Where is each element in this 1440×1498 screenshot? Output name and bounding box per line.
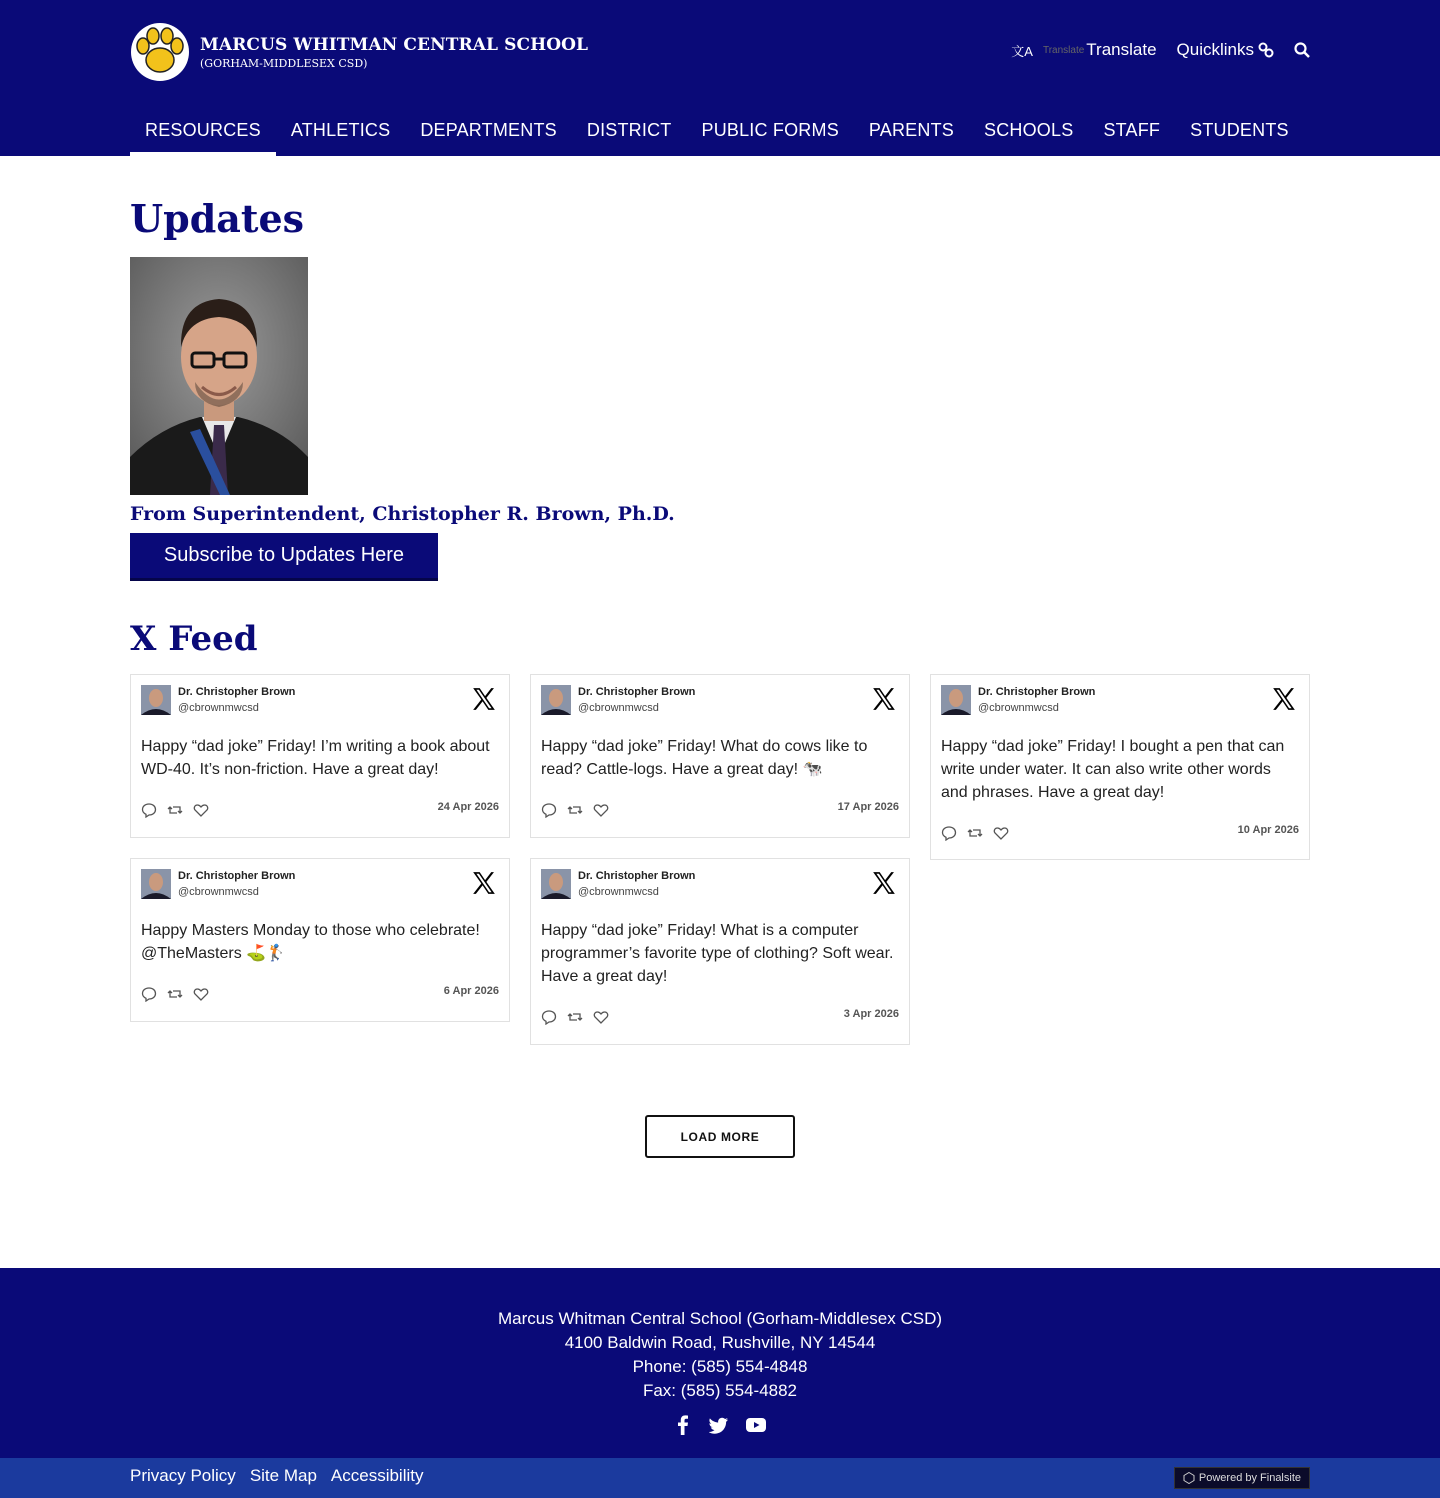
- nav-item-public-forms[interactable]: PUBLIC FORMS: [701, 120, 839, 140]
- like-icon[interactable]: [593, 1009, 609, 1025]
- finalsite-icon: [1183, 1472, 1195, 1484]
- nav-item-schools[interactable]: SCHOOLS: [984, 120, 1074, 140]
- x-logo-icon[interactable]: [1271, 686, 1297, 712]
- avatar: [141, 685, 171, 715]
- school-name: MARCUS WHITMAN CENTRAL SCHOOL: [200, 34, 589, 55]
- translate-icon[interactable]: 文A: [1011, 43, 1033, 59]
- avatar: [541, 869, 571, 899]
- tweet-author-handle[interactable]: @cbrownmwcsd: [178, 886, 259, 898]
- bottom-bar: [0, 1458, 1440, 1498]
- tweet-author-name[interactable]: Dr. Christopher Brown: [178, 870, 296, 882]
- reply-icon[interactable]: [541, 1009, 557, 1025]
- tweet-author-handle[interactable]: @cbrownmwcsd: [178, 702, 259, 714]
- paw-logo-icon: [130, 22, 190, 82]
- reply-icon[interactable]: [141, 986, 157, 1002]
- tweet-text: Happy “dad joke” Friday! I bought a pen that can write under water. It can also write other words and phrases. Have a great day!: [941, 738, 1285, 801]
- avatar: [541, 685, 571, 715]
- tweet-author-name[interactable]: Dr. Christopher Brown: [578, 686, 696, 698]
- search-icon[interactable]: [1294, 42, 1310, 58]
- x-logo-icon[interactable]: [871, 686, 897, 712]
- youtube-icon[interactable]: [745, 1415, 767, 1435]
- nav-item-resources[interactable]: RESOURCES: [130, 104, 276, 156]
- tweet-date[interactable]: 17 Apr 2026: [837, 801, 899, 813]
- superintendent-photo: [130, 257, 308, 495]
- nav-item-staff[interactable]: STAFF: [1103, 120, 1161, 140]
- subscribe-button[interactable]: Subscribe to Updates Here: [130, 533, 438, 581]
- avatar: [941, 685, 971, 715]
- avatar: [141, 869, 171, 899]
- social-links: [0, 1415, 1440, 1435]
- like-icon[interactable]: [193, 802, 209, 818]
- tweet-card[interactable]: [530, 674, 910, 838]
- tweet-date[interactable]: 10 Apr 2026: [1237, 824, 1299, 836]
- site-map-link[interactable]: Site Map: [249, 1466, 317, 1485]
- retweet-icon[interactable]: [567, 802, 583, 818]
- footer-fax: Fax: (585) 554-4882: [642, 1381, 798, 1400]
- main-nav: [130, 104, 1304, 156]
- district-name: (GORHAM-MIDDLESEX CSD): [200, 56, 368, 70]
- link-icon: [1258, 42, 1274, 58]
- retweet-icon[interactable]: [567, 1009, 583, 1025]
- retweet-icon[interactable]: [167, 986, 183, 1002]
- footer-school-name: Marcus Whitman Central School (Gorham-Middlesex CSD): [497, 1309, 943, 1328]
- tweet-author-handle[interactable]: @cbrownmwcsd: [978, 702, 1059, 714]
- tweet-text: Happy “dad joke” Friday! I’m writing a book about WD-40. It’s non-friction. Have a great day!: [141, 738, 490, 778]
- tweet-author-name[interactable]: Dr. Christopher Brown: [178, 686, 296, 698]
- tweet-author-name[interactable]: Dr. Christopher Brown: [578, 870, 696, 882]
- nav-item-district[interactable]: DISTRICT: [586, 120, 672, 140]
- from-superintendent-heading: From Superintendent, Christopher R. Brown, Ph.D.: [130, 503, 675, 525]
- tweet-date[interactable]: 24 Apr 2026: [437, 801, 499, 813]
- tweet-author-handle[interactable]: @cbrownmwcsd: [578, 886, 659, 898]
- reply-icon[interactable]: [141, 802, 157, 818]
- nav-item-athletics[interactable]: ATHLETICS: [290, 120, 391, 140]
- site-logo[interactable]: [130, 22, 588, 82]
- load-more-button[interactable]: LOAD MORE: [645, 1115, 795, 1158]
- privacy-policy-link[interactable]: Privacy Policy: [130, 1466, 236, 1485]
- accessibility-link[interactable]: Accessibility: [330, 1466, 424, 1485]
- tweet-author-name[interactable]: Dr. Christopher Brown: [978, 686, 1096, 698]
- page-title: Updates: [130, 196, 305, 241]
- like-icon[interactable]: [193, 986, 209, 1002]
- reply-icon[interactable]: [541, 802, 557, 818]
- x-feed-title: X Feed: [130, 619, 258, 659]
- quicklinks-button[interactable]: [1177, 40, 1274, 60]
- tweet-card[interactable]: [130, 674, 510, 838]
- footer-phone[interactable]: Phone: (585) 554-4848: [632, 1357, 808, 1376]
- tweet-author-handle[interactable]: @cbrownmwcsd: [578, 702, 659, 714]
- tweet-text: Happy “dad joke” Friday! What do cows like to read? Cattle-logs. Have a great day! 🐄: [541, 738, 868, 778]
- site-footer: [0, 1268, 1440, 1458]
- powered-by-badge[interactable]: [1174, 1467, 1310, 1489]
- footer-address: 4100 Baldwin Road, Rushville, NY 14544: [564, 1333, 876, 1352]
- translate-small-label: Translate: [1042, 44, 1085, 56]
- tweet-date[interactable]: 3 Apr 2026: [843, 1008, 899, 1020]
- nav-item-departments[interactable]: DEPARTMENTS: [420, 120, 557, 140]
- tweet-text: Happy Masters Monday to those who celebrate! @TheMasters ⛳🏌: [141, 922, 480, 962]
- nav-item-students[interactable]: STUDENTS: [1190, 120, 1289, 140]
- translate-button[interactable]: Translate: [1086, 40, 1157, 59]
- retweet-icon[interactable]: [967, 825, 983, 841]
- tweet-card[interactable]: [530, 858, 910, 1045]
- quicklinks-label: Quicklinks: [1176, 40, 1254, 59]
- facebook-icon[interactable]: [673, 1415, 693, 1435]
- reply-icon[interactable]: [941, 825, 957, 841]
- x-logo-icon[interactable]: [471, 870, 497, 896]
- like-icon[interactable]: [993, 825, 1009, 841]
- tweet-card[interactable]: [130, 858, 510, 1022]
- powered-by-label: Powered by Finalsite: [1198, 1472, 1301, 1484]
- utility-nav: [1011, 40, 1310, 60]
- tweet-date[interactable]: 6 Apr 2026: [443, 985, 499, 997]
- twitter-icon[interactable]: [709, 1415, 729, 1435]
- site-header: [0, 0, 1440, 156]
- tweet-text: Happy “dad joke” Friday! What is a computer programmer’s favorite type of clothing? Soft wear. Have a great day!: [541, 922, 894, 985]
- x-logo-icon[interactable]: [471, 686, 497, 712]
- nav-item-parents[interactable]: PARENTS: [868, 120, 954, 140]
- retweet-icon[interactable]: [167, 802, 183, 818]
- tweet-card[interactable]: [930, 674, 1310, 860]
- like-icon[interactable]: [593, 802, 609, 818]
- x-logo-icon[interactable]: [871, 870, 897, 896]
